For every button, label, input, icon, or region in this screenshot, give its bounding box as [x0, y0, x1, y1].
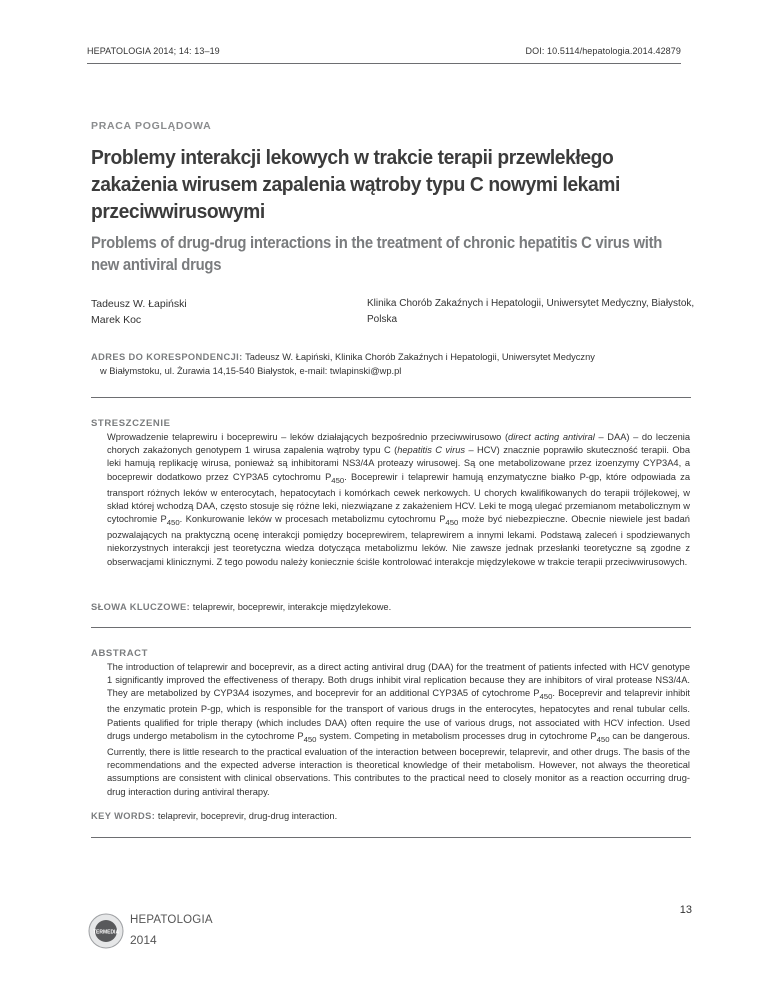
subscript: 450: [303, 734, 317, 744]
streszczenie-heading: STRESZCZENIE: [91, 418, 171, 429]
text-run: The introduction of telaprewir and boceprevir, as a direct acting antiviral drug (DAA) for the treatment of patients infected with HCV genotype 1 significantly improved the effectiveness of therapy. Both drugs inhibit viral replication because they are inhibitors of viral protease NS3/4A. They are metabolized by CYP3A4 isozymes, and boceprevir for an additional CYP3A5 of cytochrome P: [107, 662, 690, 699]
logo-journal-name: HEPATOLOGIA: [130, 914, 213, 926]
author-list: [91, 296, 187, 328]
divider: [91, 627, 691, 628]
correspondence-label: ADRES DO KORESPONDENCJI:: [91, 352, 243, 362]
subscript: 450: [331, 475, 345, 485]
author-affiliation: Klinika Chorób Zakaźnych i Hepatologii, Uniwersytet Medyczny, Białystok, Polska: [367, 298, 695, 325]
keywords-text: telaprewir, boceprewir, interakcje międzylekowe.: [192, 602, 392, 612]
divider: [91, 837, 691, 838]
text-run: . Boceprevir and telaprevir inhibit the enzymatic protein P-gp, which is responsible for the transport of various drugs in the enterocytes, hepatocytes and renal tubular cells. Patients qualified for triple therapy (which includes DAA) often require the use of various drugs, not associated with HCV infection. Used drugs undergo metabolism in the cytochrome P: [107, 688, 690, 741]
correspondence-line-1: Tadeusz W. Łapiński, Klinika Chorób Zakaźnych i Hepatologii, Uniwersytet Medyczny: [245, 352, 595, 362]
divider: [91, 397, 691, 398]
title-polish: Problemy interakcji lekowych w trakcie terapii przewlekłego zakażenia wirusem zapalenia wątroby typu C nowymi lekami przeciwwirusowymi: [91, 146, 620, 223]
doi[interactable]: DOI: 10.5114/hepatologia.2014.42879: [525, 46, 681, 56]
keywords-text: telaprevir, boceprevir, drug-drug interaction.: [157, 811, 338, 821]
keywords-english: [91, 811, 337, 821]
subscript: 450: [445, 517, 459, 527]
text-run: system. Competing in metabolism processes drug in cytochrome P: [316, 730, 597, 741]
text-run: Wprowadzenie telaprewiru i boceprewiru – leków działających bezpośrednio przeciwwirusowo (: [107, 432, 509, 442]
subscript: 450: [539, 692, 553, 702]
logo-mark-text: TERMEDIA: [92, 929, 120, 936]
article-type-label: PRACA POGLĄDOWA: [91, 120, 212, 132]
page-number: 13: [679, 904, 692, 916]
header-rule: [87, 63, 681, 64]
text-run: . Konkurowanie leków w procesach metabolizmu cytochromu P: [179, 514, 446, 525]
text-run: może być niebezpieczne. Obecnie niewiele jest badań pozwalających na praktyczną ocenę interakcji pomiędzy boceprewirem, telaprewirem a innymi lekami. Podstawą zaleceń i spodziewanych niekorzystnych interakcji jest teoretyczna wiedza dotycząca metabolizmu leków. Nie zawsze jednak przesłanki teoretyczne są zgodne z obserwacjami klinicznymi. Z tego powodu należy koniecznie ściśle kontrolować interakcje międzylekowe w trakcie terapii przeciwwirusowych.: [107, 514, 690, 567]
title-english: Problems of drug-drug interactions in the treatment of chronic hepatitis C virus with new antiviral drugs: [91, 234, 663, 274]
journal-logo: [88, 908, 228, 958]
abstract-heading: ABSTRACT: [91, 648, 149, 659]
keywords-polish: [91, 602, 391, 612]
correspondence-line-2[interactable]: w Białymstoku, ul. Żurawia 14,15-540 Białystok, e-mail: twlapinski@wp.pl: [100, 366, 402, 376]
text-run: can be dangerous. Currently, there is little research to the practical evaluation of the interaction between boceprewir, telaprevir, and other drugs. The basis of the recommendations and the expected adverse interaction is theoretical knowledge of their metabolism. However, not always the theoretical assumptions are consistent with clinical observations. This contributes to the practical need to closely monitor as a reaction occurring drug-drug interaction during antiviral therapy.: [107, 730, 690, 797]
subscript: 450: [596, 734, 610, 744]
author-name: Marek Koc: [91, 314, 142, 326]
subscript: 450: [166, 517, 180, 527]
keywords-label: KEY WORDS:: [91, 811, 156, 821]
text-run: – DAA) – do leczenia chorych zakażonych genotypem 1 wirusa zapalenia wątroby typu C (: [107, 432, 690, 456]
journal-reference: HEPATOLOGIA 2014; 14: 13–19: [87, 46, 220, 56]
correspondence-address: [91, 350, 711, 378]
text-run-italic: hepatitis C virus: [397, 445, 466, 456]
text-run: – HCV) znacznie poprawiło skuteczność terapii. Oba leki hamują replikację wirusa, ponieważ są inhibitorami NS3/4A proteazy wirusowej. Są one metabolizowane przez izoenzymy CYP3A4, a boceprewir dodatkowo przez CYP3A5 cytochromu P: [107, 445, 690, 482]
logo-year: 2014: [130, 933, 157, 947]
termedia-logo-icon: [88, 913, 124, 949]
text-run: . Boceprewir i telaprewir hamują enzymatyczne białko P-gp, które odpowiada za transport różnych leków w enterocytach, hepatocytach i komórkach cewek nerkowych. U chorych kwalifikowanych do terapii trójlekowej, w skład której wchodzą DAA, często stosuje się różne leki, niezwiązane z zakażeniem HCV. Leki te mogą ulegać przemianom metabolicznym w cytochromie P: [107, 471, 690, 525]
keywords-label: SŁOWA KLUCZOWE:: [91, 602, 191, 612]
text-run-italic: direct acting antiviral: [508, 432, 595, 442]
abstract-text: [107, 661, 690, 799]
author-name: Tadeusz W. Łapiński: [91, 298, 187, 310]
streszczenie-text: [107, 431, 690, 569]
